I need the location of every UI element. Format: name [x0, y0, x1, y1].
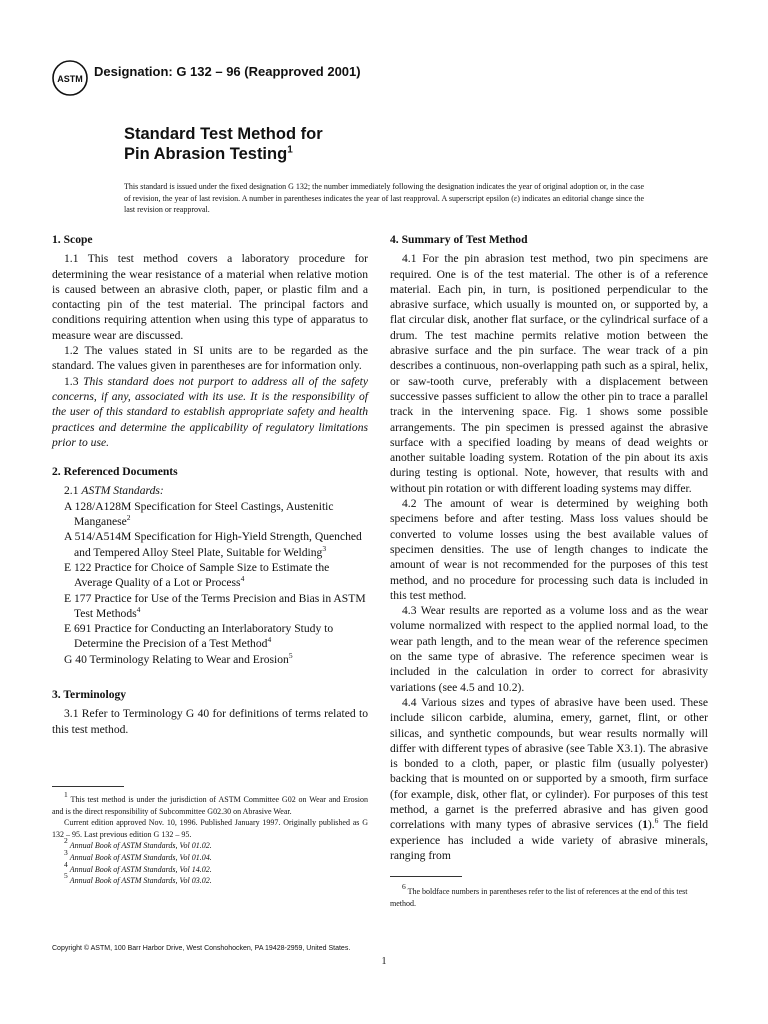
reference-item: E 691 Practice for Conducting an Interlaboratory Study to Determine the Precision of a Test Method$^4$: [64, 622, 334, 651]
footnote-6: $^6$ The boldface numbers in parentheses refer to the list of references at the end of this test method.: [390, 882, 688, 908]
terminology-p1: 3.1 Refer to Terminology G 40 for definitions of terms related to this test method.: [52, 707, 368, 736]
footnote-current-edition: Current edition approved Nov. 10, 1996. Published January 1997. Originally published as G 132 – 95. Last previous edition G 132 – 95.: [52, 818, 368, 839]
astm-logo-text: ASTM: [57, 74, 83, 84]
reference-item: E 177 Practice for Use of the Terms Precision and Bias in ASTM Test Methods$^4$: [64, 591, 366, 620]
section-scope-heading: 1. Scope: [52, 233, 93, 246]
footnote-1: $^1$ This test method is under the jurisdiction of ASTM Committee G02 on Wear and Erosion and is the direct responsibility of Subcommittee G02.30 on Abrasive Wear.: [52, 790, 369, 816]
footnote-5: $^5$ Annual Book of ASTM Standards, Vol 03.02.: [64, 871, 212, 886]
reference-list: [52, 483, 368, 667]
reference-subheading: 2.1 ASTM Standards:: [64, 484, 164, 498]
title-footnote-mark: 1: [287, 144, 293, 156]
reference-item: E 122 Practice for Choice of Sample Size to Estimate the Average Quality of a Lot or Process$^4$: [64, 560, 330, 590]
summary-p2: 4.2 The amount of wear is determined by weighing both specimens before and after testing. Mass loss values should be converted to volume losses using the best available values of specimen densities. The use of length changes to indicate the amount of wear is not recommended for the purposes of this test method, and no procedure for processing such data is included in this test method.: [390, 497, 708, 602]
page-number: 1: [381, 956, 387, 967]
footnote-4: $^4$ Annual Book of ASTM Standards, Vol 14.02.: [64, 859, 212, 874]
reference-item: A 514/A514M Specification for High-Yield Strength, Quenched and Tempered Alloy Steel Plate, Suitable for Welding$^3$: [64, 530, 362, 559]
section-summary-heading: 4. Summary of Test Method: [390, 233, 528, 246]
title-line-1: Standard Test Method for: [124, 125, 323, 143]
footnotes-left: [52, 790, 369, 887]
page-title: [124, 124, 323, 164]
scope-p3: [52, 374, 368, 450]
title-line-2: [124, 144, 323, 164]
scope-p1: 1.1 This test method covers a laboratory procedure for determining the wear resistance of a material when relative motion is caused between an abrasive cloth, paper, or plastic film and a contacting pin of the test material. The principal factors and conditions requiring attention when using this type of apparatus to measure wear are discussed.: [52, 252, 368, 342]
summary-p3: 4.3 Wear results are reported as a volume loss and as the wear volume normalized with respect to the applied normal load, to the wear path length, and to the mean wear of the reference specimen on the same type of abrasive. The reference specimen wear is included in the calculation in order to correct for abrasivity variations (see 4.5 and 10.2).: [390, 604, 708, 694]
reference-item: G 40 Terminology Relating to Wear and Erosion$^5$: [64, 650, 293, 666]
preface-note: This standard is issued under the fixed designation G 132; the number immediately following the designation indicates the year of original adoption or, in the case of revision, the year of last revision. A number in parentheses indicates the year of last reapproval. A superscript epsilon (ε) indicates an editorial change since the last revision or reapproval.: [124, 182, 644, 215]
section-referenced-heading: 2. Referenced Documents: [52, 465, 178, 479]
footnote-3: $^3$ Annual Book of ASTM Standards, Vol 01.04.: [64, 847, 212, 862]
footnote-2: $^2$ Annual Book of ASTM Standards, Vol 01.02.: [64, 836, 212, 851]
designation: Designation: G 132 – 96 (Reapproved 2001): [94, 64, 361, 79]
section-terminology-heading: 3. Terminology: [52, 688, 127, 702]
scope-p3-text: This standard does not purport to address all of the safety concerns, if any, associated with its use. It is the responsibility of the user of this standard to establish appropriate safety and health practices and determine the applicability of regulatory limitations prior to use.: [52, 374, 368, 449]
summary-p1: 4.1 For the pin abrasion test method, two pin specimens are required. One is of the test material. The other is of a reference material. Each pin, in turn, is positioned perpendicular to the abrasive surface, which usually is mounted on, or supported by, a flat circular disk, another flat surface, or the cylindrical surface of a drum. The test machine permits relative motion between the abrasive surface and the pin surface. The wear track of a pin describes a continuous, non-overlapping path such as a spiral, helix, or saw-tooth curve, preferably with a displacement between successive passes sufficient to allow the other pin to trace a parallel track in the intervening space. Fig. 1 shows some possible arrangements. The pin specimen is pressed against the abrasive surface with a specified loading by means of dead weights or another suitable loading system. Rotation of the pin about its axis during testing is optional. Note, however, that results with and without pin rotation or with different loading systems may differ.: [390, 252, 708, 495]
left-column: [52, 232, 368, 737]
reference-item: A 128/A128M Specification for Steel Castings, Austenitic Manganese$^2$: [64, 499, 334, 529]
copyright-notice: Copyright © ASTM, 100 Barr Harbor Drive, West Conshohocken, PA 19428-2959, United States.: [52, 945, 351, 952]
summary-p4: 4.4 Various sizes and types of abrasive have been used. These include silicon carbide, alumina, emery, garnet, flint, or other silicas, and synthetic compounds, but wear results normally will differ with different types of abrasive (see Table X3.1). The abrasive is bonded to a cloth, paper, or plastic film (usually polyester) backing that is mounted on or supported by a smooth, firm surface (for example, disk, other flat, or cylinder). For purposes of this test method, a garnet is the preferred abrasive and has given good correlations with many types of abrasive services (1).$^6$ The field experience has included a wide variety of abrasive minerals, ranging from: [390, 695, 709, 862]
astm-logo-icon: [52, 60, 88, 96]
title-line-2-text: Pin Abrasion Testing: [124, 145, 288, 163]
right-column: [390, 232, 708, 863]
scope-p3-number: 1.3: [64, 374, 79, 388]
scope-p2: 1.2 The values stated in SI units are to be regarded as the standard. The values given in parentheses are for information only.: [52, 344, 368, 373]
footnote-divider: [52, 786, 124, 787]
footnote-divider-right: [390, 876, 462, 877]
